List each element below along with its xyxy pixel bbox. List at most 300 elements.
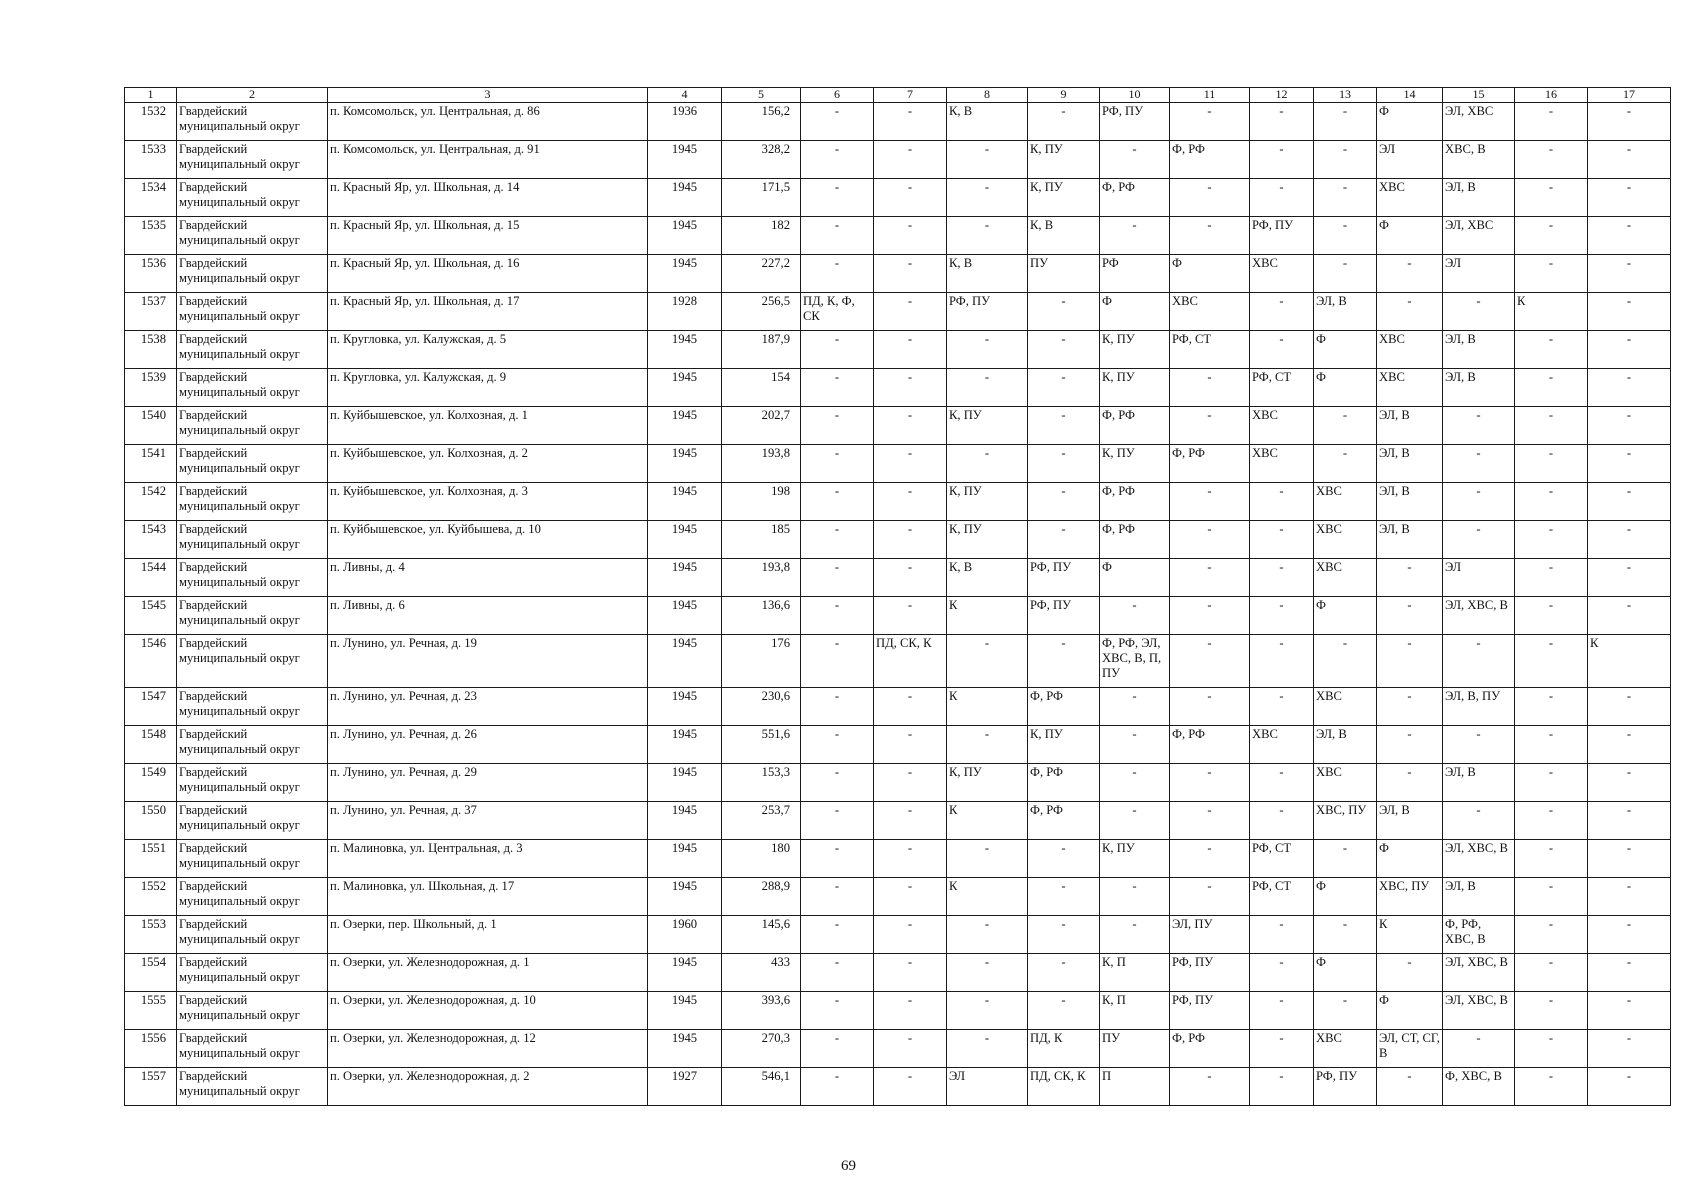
table-row — [125, 179, 1671, 217]
table-cell-col-16: - — [1515, 407, 1588, 445]
table-cell-col-11: Ф, РФ — [1170, 141, 1250, 179]
table-cell-col-2: Гвардейский муниципальный округ — [177, 255, 328, 293]
table-cell-col-5: 230,6 — [722, 688, 801, 726]
table-cell-col-8: К, В — [947, 255, 1028, 293]
table-cell-col-13: ХВС, ПУ — [1314, 802, 1377, 840]
table-cell-col-15: - — [1443, 635, 1515, 688]
table-cell-col-4: 1945 — [648, 521, 722, 559]
table-cell-col-1: 1555 — [125, 992, 177, 1030]
table-cell-col-3: п. Красный Яр, ул. Школьная, д. 15 — [328, 217, 648, 255]
table-cell-col-11: Ф, РФ — [1170, 1030, 1250, 1068]
table-cell-col-10: - — [1100, 217, 1170, 255]
table-cell-col-15: ЭЛ, В — [1443, 331, 1515, 369]
table-cell-col-2: Гвардейский муниципальный округ — [177, 559, 328, 597]
table-cell-col-5: 171,5 — [722, 179, 801, 217]
table-row — [125, 954, 1671, 992]
table-cell-col-6: - — [801, 217, 874, 255]
table-cell-col-11: - — [1170, 559, 1250, 597]
table-cell-col-13: ХВС — [1314, 688, 1377, 726]
table-cell-col-10: - — [1100, 141, 1170, 179]
table-cell-col-5: 253,7 — [722, 802, 801, 840]
table-cell-col-11: - — [1170, 688, 1250, 726]
column-header-2: 2 — [177, 88, 328, 103]
table-cell-col-17: - — [1588, 802, 1671, 840]
table-cell-col-12: - — [1250, 635, 1314, 688]
table-cell-col-13: ЭЛ, В — [1314, 293, 1377, 331]
table-cell-col-7: - — [874, 521, 947, 559]
table-cell-col-4: 1945 — [648, 407, 722, 445]
table-cell-col-16: - — [1515, 1068, 1588, 1106]
column-header-17: 17 — [1588, 88, 1671, 103]
table-cell-col-4: 1945 — [648, 802, 722, 840]
table-cell-col-5: 256,5 — [722, 293, 801, 331]
table-cell-col-5: 153,3 — [722, 764, 801, 802]
table-cell-col-3: п. Озерки, ул. Железнодорожная, д. 12 — [328, 1030, 648, 1068]
table-cell-col-10: - — [1100, 802, 1170, 840]
table-cell-col-11: - — [1170, 217, 1250, 255]
table-cell-col-1: 1557 — [125, 1068, 177, 1106]
table-cell-col-7: - — [874, 992, 947, 1030]
table-cell-col-13: ХВС — [1314, 483, 1377, 521]
column-header-13: 13 — [1314, 88, 1377, 103]
table-cell-col-1: 1539 — [125, 369, 177, 407]
column-header-12: 12 — [1250, 88, 1314, 103]
table-cell-col-11: - — [1170, 878, 1250, 916]
table-cell-col-9: РФ, ПУ — [1028, 597, 1100, 635]
table-cell-col-7: - — [874, 255, 947, 293]
table-cell-col-7: - — [874, 331, 947, 369]
table-cell-col-16: - — [1515, 916, 1588, 954]
table-cell-col-11: - — [1170, 179, 1250, 217]
table-cell-col-8: - — [947, 179, 1028, 217]
table-cell-col-10: Ф, РФ — [1100, 483, 1170, 521]
table-cell-col-17: - — [1588, 992, 1671, 1030]
table-cell-col-14: К — [1377, 916, 1443, 954]
table-cell-col-1: 1544 — [125, 559, 177, 597]
table-cell-col-1: 1532 — [125, 103, 177, 141]
table-cell-col-6: - — [801, 764, 874, 802]
table-cell-col-13: Ф — [1314, 597, 1377, 635]
table-cell-col-3: п. Ливны, д. 4 — [328, 559, 648, 597]
table-cell-col-7: - — [874, 559, 947, 597]
table-cell-col-4: 1945 — [648, 141, 722, 179]
table-cell-col-10: К, ПУ — [1100, 331, 1170, 369]
table-cell-col-4: 1945 — [648, 559, 722, 597]
table-cell-col-9: - — [1028, 992, 1100, 1030]
table-cell-col-9: К, ПУ — [1028, 141, 1100, 179]
table-cell-col-16: - — [1515, 840, 1588, 878]
table-cell-col-7: - — [874, 597, 947, 635]
table-cell-col-5: 288,9 — [722, 878, 801, 916]
table-cell-col-8: - — [947, 331, 1028, 369]
table-cell-col-16: - — [1515, 445, 1588, 483]
table-cell-col-17: - — [1588, 764, 1671, 802]
table-cell-col-1: 1545 — [125, 597, 177, 635]
table-cell-col-13: ХВС — [1314, 559, 1377, 597]
table-cell-col-16: - — [1515, 764, 1588, 802]
table-cell-col-6: - — [801, 369, 874, 407]
table-cell-col-6: - — [801, 331, 874, 369]
table-cell-col-7: - — [874, 802, 947, 840]
table-cell-col-15: ЭЛ, В, ПУ — [1443, 688, 1515, 726]
table-cell-col-15: ЭЛ, ХВС, В — [1443, 840, 1515, 878]
table-cell-col-15: ЭЛ, ХВС, В — [1443, 992, 1515, 1030]
table-cell-col-6: - — [801, 992, 874, 1030]
table-cell-col-13: Ф — [1314, 954, 1377, 992]
table-cell-col-6: - — [801, 141, 874, 179]
table-cell-col-14: - — [1377, 597, 1443, 635]
table-cell-col-3: п. Лунино, ул. Речная, д. 19 — [328, 635, 648, 688]
column-header-8: 8 — [947, 88, 1028, 103]
table-cell-col-3: п. Красный Яр, ул. Школьная, д. 14 — [328, 179, 648, 217]
table-cell-col-13: - — [1314, 635, 1377, 688]
table-cell-col-15: - — [1443, 445, 1515, 483]
table-row — [125, 407, 1671, 445]
table-cell-col-15: ЭЛ, В — [1443, 764, 1515, 802]
table-cell-col-10: Ф — [1100, 293, 1170, 331]
table-cell-col-17: - — [1588, 954, 1671, 992]
table-cell-col-17: - — [1588, 331, 1671, 369]
table-row — [125, 1068, 1671, 1106]
table-cell-col-9: - — [1028, 293, 1100, 331]
table-row — [125, 840, 1671, 878]
table-cell-col-12: - — [1250, 764, 1314, 802]
table-cell-col-11: - — [1170, 802, 1250, 840]
table-cell-col-14: ЭЛ, В — [1377, 407, 1443, 445]
table-cell-col-9: - — [1028, 878, 1100, 916]
table-cell-col-9: Ф, РФ — [1028, 688, 1100, 726]
table-cell-col-7: - — [874, 954, 947, 992]
table-cell-col-15: Ф, РФ, ХВС, В — [1443, 916, 1515, 954]
table-cell-col-17: - — [1588, 916, 1671, 954]
table-cell-col-13: Ф — [1314, 369, 1377, 407]
table-cell-col-1: 1543 — [125, 521, 177, 559]
table-cell-col-4: 1936 — [648, 103, 722, 141]
table-cell-col-12: - — [1250, 916, 1314, 954]
table-cell-col-10: К, ПУ — [1100, 840, 1170, 878]
table-cell-col-14: - — [1377, 954, 1443, 992]
table-cell-col-4: 1945 — [648, 878, 722, 916]
table-cell-col-15: - — [1443, 802, 1515, 840]
table-row — [125, 369, 1671, 407]
table-cell-col-7: - — [874, 369, 947, 407]
table-cell-col-6: - — [801, 688, 874, 726]
table-cell-col-14: - — [1377, 635, 1443, 688]
table-cell-col-14: ХВС — [1377, 331, 1443, 369]
table-cell-col-10: П — [1100, 1068, 1170, 1106]
table-cell-col-13: - — [1314, 103, 1377, 141]
table-cell-col-1: 1533 — [125, 141, 177, 179]
table-cell-col-11: РФ, СТ — [1170, 331, 1250, 369]
table-cell-col-3: п. Малиновка, ул. Школьная, д. 17 — [328, 878, 648, 916]
table-row — [125, 141, 1671, 179]
table-cell-col-3: п. Куйбышевское, ул. Колхозная, д. 2 — [328, 445, 648, 483]
table-cell-col-1: 1551 — [125, 840, 177, 878]
table-cell-col-16: - — [1515, 179, 1588, 217]
table-cell-col-1: 1548 — [125, 726, 177, 764]
table-cell-col-9: ПД, К — [1028, 1030, 1100, 1068]
table-cell-col-2: Гвардейский муниципальный округ — [177, 954, 328, 992]
table-cell-col-17: - — [1588, 255, 1671, 293]
table-cell-col-16: - — [1515, 726, 1588, 764]
column-header-6: 6 — [801, 88, 874, 103]
table-cell-col-8: - — [947, 1030, 1028, 1068]
table-cell-col-7: - — [874, 1030, 947, 1068]
table-cell-col-8: К, ПУ — [947, 483, 1028, 521]
table-cell-col-4: 1945 — [648, 635, 722, 688]
table-cell-col-7: ПД, СК, К — [874, 635, 947, 688]
table-cell-col-3: п. Куйбышевское, ул. Колхозная, д. 1 — [328, 407, 648, 445]
table-row — [125, 293, 1671, 331]
table-cell-col-14: Ф — [1377, 840, 1443, 878]
table-cell-col-11: Ф — [1170, 255, 1250, 293]
table-cell-col-15: ЭЛ, ХВС — [1443, 217, 1515, 255]
table-cell-col-3: п. Озерки, ул. Железнодорожная, д. 10 — [328, 992, 648, 1030]
table-cell-col-8: - — [947, 445, 1028, 483]
table-cell-col-11: - — [1170, 840, 1250, 878]
table-cell-col-6: - — [801, 802, 874, 840]
table-cell-col-6: - — [801, 1068, 874, 1106]
table-cell-col-7: - — [874, 141, 947, 179]
table-cell-col-4: 1945 — [648, 597, 722, 635]
table-cell-col-14: ХВС, ПУ — [1377, 878, 1443, 916]
column-number-header — [125, 88, 1671, 103]
table-cell-col-10: К, П — [1100, 992, 1170, 1030]
table-cell-col-16: - — [1515, 635, 1588, 688]
table-cell-col-15: ЭЛ — [1443, 255, 1515, 293]
table-cell-col-3: п. Кругловка, ул. Калужская, д. 5 — [328, 331, 648, 369]
table-cell-col-1: 1534 — [125, 179, 177, 217]
table-cell-col-2: Гвардейский муниципальный округ — [177, 369, 328, 407]
table-cell-col-14: ХВС — [1377, 369, 1443, 407]
table-cell-col-17: - — [1588, 688, 1671, 726]
table-cell-col-6: - — [801, 559, 874, 597]
table-cell-col-3: п. Лунино, ул. Речная, д. 37 — [328, 802, 648, 840]
table-cell-col-12: РФ, СТ — [1250, 369, 1314, 407]
table-row — [125, 688, 1671, 726]
table-cell-col-3: п. Ливны, д. 6 — [328, 597, 648, 635]
table-cell-col-4: 1945 — [648, 764, 722, 802]
table-cell-col-5: 202,7 — [722, 407, 801, 445]
table-cell-col-16: К — [1515, 293, 1588, 331]
table-cell-col-16: - — [1515, 369, 1588, 407]
table-cell-col-5: 198 — [722, 483, 801, 521]
table-cell-col-2: Гвардейский муниципальный округ — [177, 1068, 328, 1106]
table-cell-col-2: Гвардейский муниципальный округ — [177, 764, 328, 802]
table-cell-col-7: - — [874, 916, 947, 954]
table-cell-col-1: 1554 — [125, 954, 177, 992]
table-cell-col-6: - — [801, 445, 874, 483]
table-cell-col-8: К, ПУ — [947, 521, 1028, 559]
table-row — [125, 878, 1671, 916]
table-cell-col-11: - — [1170, 635, 1250, 688]
table-cell-col-2: Гвардейский муниципальный округ — [177, 916, 328, 954]
table-cell-col-1: 1538 — [125, 331, 177, 369]
table-cell-col-15: - — [1443, 1030, 1515, 1068]
table-cell-col-17: - — [1588, 369, 1671, 407]
table-cell-col-9: - — [1028, 445, 1100, 483]
table-cell-col-11: - — [1170, 597, 1250, 635]
table-cell-col-8: К, В — [947, 103, 1028, 141]
table-cell-col-5: 187,9 — [722, 331, 801, 369]
table-cell-col-9: - — [1028, 369, 1100, 407]
table-cell-col-17: - — [1588, 726, 1671, 764]
table-cell-col-9: - — [1028, 840, 1100, 878]
table-cell-col-17: - — [1588, 840, 1671, 878]
table-cell-col-12: - — [1250, 483, 1314, 521]
table-cell-col-4: 1945 — [648, 1030, 722, 1068]
table-row — [125, 445, 1671, 483]
table-cell-col-14: Ф — [1377, 103, 1443, 141]
table-cell-col-8: К — [947, 688, 1028, 726]
table-cell-col-5: 156,2 — [722, 103, 801, 141]
table-cell-col-11: - — [1170, 103, 1250, 141]
table-cell-col-9: - — [1028, 635, 1100, 688]
table-cell-col-6: - — [801, 483, 874, 521]
table-row — [125, 217, 1671, 255]
table-cell-col-6: - — [801, 726, 874, 764]
table-cell-col-10: - — [1100, 878, 1170, 916]
table-cell-col-16: - — [1515, 688, 1588, 726]
column-header-10: 10 — [1100, 88, 1170, 103]
table-cell-col-4: 1945 — [648, 483, 722, 521]
table-cell-col-6: - — [801, 954, 874, 992]
table-cell-col-13: - — [1314, 445, 1377, 483]
table-cell-col-14: - — [1377, 559, 1443, 597]
table-cell-col-13: - — [1314, 217, 1377, 255]
table-cell-col-1: 1552 — [125, 878, 177, 916]
table-cell-col-13: - — [1314, 992, 1377, 1030]
table-row — [125, 331, 1671, 369]
table-cell-col-15: ЭЛ, В — [1443, 179, 1515, 217]
table-cell-col-14: - — [1377, 764, 1443, 802]
table-cell-col-12: РФ, СТ — [1250, 878, 1314, 916]
table-cell-col-6: - — [801, 255, 874, 293]
table-cell-col-12: - — [1250, 559, 1314, 597]
table-cell-col-13: - — [1314, 407, 1377, 445]
table-cell-col-14: ЭЛ, В — [1377, 483, 1443, 521]
table-cell-col-10: - — [1100, 764, 1170, 802]
table-cell-col-10: К, ПУ — [1100, 445, 1170, 483]
table-cell-col-10: Ф — [1100, 559, 1170, 597]
table-cell-col-1: 1550 — [125, 802, 177, 840]
table-cell-col-4: 1945 — [648, 954, 722, 992]
table-cell-col-17: - — [1588, 559, 1671, 597]
table-cell-col-14: - — [1377, 255, 1443, 293]
table-cell-col-15: ЭЛ, ХВС, В — [1443, 954, 1515, 992]
table-cell-col-12: - — [1250, 597, 1314, 635]
table-cell-col-16: - — [1515, 954, 1588, 992]
table-cell-col-16: - — [1515, 559, 1588, 597]
table-cell-col-3: п. Озерки, пер. Школьный, д. 1 — [328, 916, 648, 954]
table-cell-col-12: - — [1250, 521, 1314, 559]
table-cell-col-17: - — [1588, 407, 1671, 445]
table-cell-col-6: - — [801, 840, 874, 878]
table-cell-col-9: Ф, РФ — [1028, 764, 1100, 802]
table-cell-col-7: - — [874, 688, 947, 726]
table-cell-col-11: ХВС — [1170, 293, 1250, 331]
table-cell-col-2: Гвардейский муниципальный округ — [177, 141, 328, 179]
table-cell-col-8: - — [947, 726, 1028, 764]
table-cell-col-7: - — [874, 407, 947, 445]
table-cell-col-7: - — [874, 483, 947, 521]
table-cell-col-7: - — [874, 1068, 947, 1106]
table-cell-col-7: - — [874, 840, 947, 878]
table-cell-col-4: 1945 — [648, 726, 722, 764]
table-cell-col-6: - — [801, 878, 874, 916]
table-cell-col-9: ПУ — [1028, 255, 1100, 293]
table-cell-col-12: РФ, ПУ — [1250, 217, 1314, 255]
table-cell-col-4: 1945 — [648, 369, 722, 407]
table-cell-col-1: 1547 — [125, 688, 177, 726]
table-cell-col-7: - — [874, 878, 947, 916]
table-cell-col-5: 154 — [722, 369, 801, 407]
table-cell-col-8: К, ПУ — [947, 407, 1028, 445]
table-cell-col-2: Гвардейский муниципальный округ — [177, 840, 328, 878]
table-cell-col-5: 551,6 — [722, 726, 801, 764]
column-header-16: 16 — [1515, 88, 1588, 103]
table-cell-col-17: - — [1588, 141, 1671, 179]
table-cell-col-15: - — [1443, 521, 1515, 559]
table-cell-col-1: 1556 — [125, 1030, 177, 1068]
table-cell-col-13: ХВС — [1314, 1030, 1377, 1068]
table-cell-col-8: К, ПУ — [947, 764, 1028, 802]
table-cell-col-2: Гвардейский муниципальный округ — [177, 521, 328, 559]
table-cell-col-14: Ф — [1377, 992, 1443, 1030]
table-cell-col-17: - — [1588, 1030, 1671, 1068]
table-cell-col-17: - — [1588, 878, 1671, 916]
table-cell-col-2: Гвардейский муниципальный округ — [177, 217, 328, 255]
table-row — [125, 559, 1671, 597]
table-cell-col-10: РФ — [1100, 255, 1170, 293]
table-cell-col-12: - — [1250, 179, 1314, 217]
table-cell-col-8: - — [947, 992, 1028, 1030]
table-cell-col-15: ЭЛ, ХВС — [1443, 103, 1515, 141]
table-cell-col-17: - — [1588, 483, 1671, 521]
table-cell-col-9: К, ПУ — [1028, 179, 1100, 217]
table-cell-col-1: 1553 — [125, 916, 177, 954]
table-cell-col-5: 136,6 — [722, 597, 801, 635]
table-cell-col-12: ХВС — [1250, 255, 1314, 293]
table-cell-col-3: п. Комсомольск, ул. Центральная, д. 86 — [328, 103, 648, 141]
registry-table — [124, 87, 1671, 1106]
registry-table-sheet — [124, 87, 1670, 1106]
table-cell-col-3: п. Комсомольск, ул. Центральная, д. 91 — [328, 141, 648, 179]
table-cell-col-8: К — [947, 878, 1028, 916]
table-cell-col-4: 1945 — [648, 445, 722, 483]
table-cell-col-8: РФ, ПУ — [947, 293, 1028, 331]
table-cell-col-8: К — [947, 802, 1028, 840]
table-row — [125, 726, 1671, 764]
table-cell-col-9: РФ, ПУ — [1028, 559, 1100, 597]
table-cell-col-2: Гвардейский муниципальный округ — [177, 293, 328, 331]
table-cell-col-13: - — [1314, 916, 1377, 954]
table-cell-col-15: ЭЛ, ХВС, В — [1443, 597, 1515, 635]
table-cell-col-16: - — [1515, 992, 1588, 1030]
table-cell-col-16: - — [1515, 483, 1588, 521]
table-cell-col-12: - — [1250, 331, 1314, 369]
table-cell-col-17: - — [1588, 597, 1671, 635]
table-cell-col-15: Ф, ХВС, В — [1443, 1068, 1515, 1106]
table-cell-col-14: - — [1377, 1068, 1443, 1106]
table-cell-col-8: - — [947, 369, 1028, 407]
table-cell-col-2: Гвардейский муниципальный округ — [177, 407, 328, 445]
table-cell-col-6: - — [801, 916, 874, 954]
table-cell-col-1: 1540 — [125, 407, 177, 445]
table-cell-col-5: 546,1 — [722, 1068, 801, 1106]
table-cell-col-14: ЭЛ, В — [1377, 802, 1443, 840]
table-cell-col-3: п. Красный Яр, ул. Школьная, д. 17 — [328, 293, 648, 331]
